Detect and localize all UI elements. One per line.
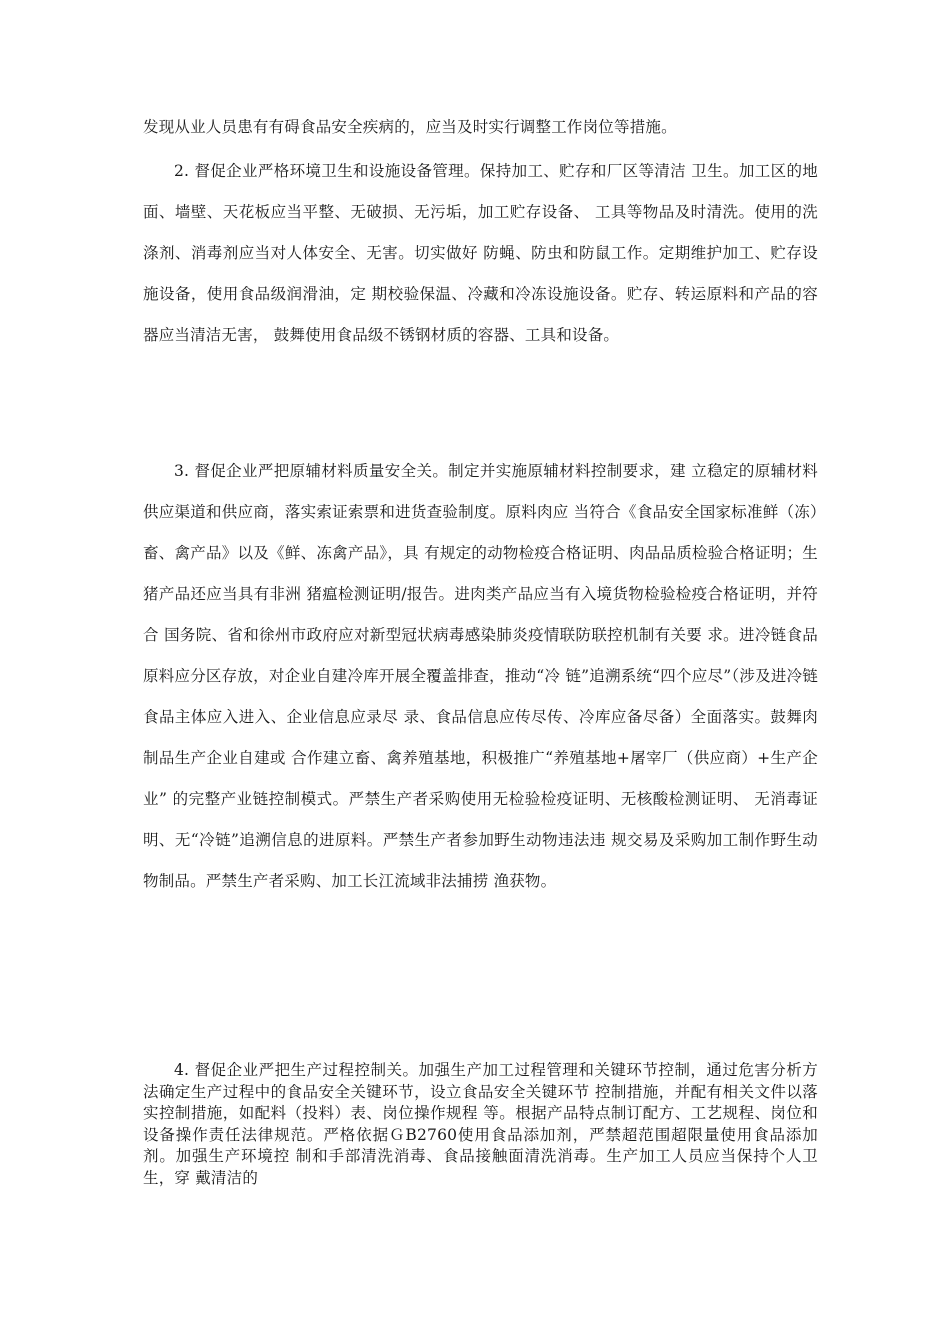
paragraph-raw-materials: 3. 督促企业严把原辅材料质量安全关。制定并实施原辅材料控制要求，建 立稳定的原辅材料供应渠道和供应商，落实索证索票和进货查验制度。原料肉应 当符合《食品安全国家标准鲜（冻）畜、禽产品》以及《鲜、冻禽产品》，具 有规定的动物检疫合格证明、肉品品质检验合格证明；生猪产品还应当具有非洲 猪瘟检测证明/报告。进肉类产品应当有入境货物检验检疫合格证明，并符合 国务院、省和徐州市政府应对新型冠状病毒感染肺炎疫情联防联控机制有关要 求。进冷链食品原料应分区存放，对企业自建冷库开展全覆盖排查，推动“冷 链”追溯系统“四个应尽”（涉及进冷链食品主体应入进入、企业信息应录尽 录、食品信息应传尽传、冷库应备尽备）全面落实。鼓舞肉制品生产企业自建或 合作建立畜、禽养殖基地，积极推广“养殖基地+屠宰厂（供应商）+生产企业” 的完整产业链控制模式。严禁生产者采购使用无检验检疫证明、无核酸检测证明、 无消毒证明、无“冷链”追溯信息的进原料。严禁生产者参加野生动物违法违 规交易及采购加工制作野生动物制品。严禁生产者采购、加工长江流域非法捕捞 渔获物。 <box>143 462 818 890</box>
paragraph-staff-health: 发现从业人员患有有碍食品安全疾病的，应当及时实行调整工作岗位等措施。 <box>143 118 677 136</box>
paragraph-environment-hygiene: 2. 督促企业严格环境卫生和设施设备管理。保持加工、贮存和厂区等清洁 卫生。加工区的地面、墙壁、天花板应当平整、无破损、无污垢，加工贮存设备、 工具等物品及时清洗。使用的洗涤剂、消毒剂应当对人体安全、无害。切实做好 防蝇、防虫和防鼠工作。定期维护加工、贮存设施设备，使用食品级润滑油，定 期校验保温、冷藏和冷冻设施设备。贮存、转运原料和产品的容器应当清洁无害， 鼓舞使用食品级不锈钢材质的容器、工具和设备。 <box>143 162 818 344</box>
paragraph-production-control: 4. 督促企业严把生产过程控制关。加强生产加工过程管理和关键环节控制，通过危害分析方法确定生产过程中的食品安全关键环节，设立食品安全关键环节 控制措施，并配有相关文件以落实控制措施，如配料（投料）表、岗位操作规程 等。根据产品特点制订配方、工艺规程、岗位和设备操作责任法律规范。严格依据ＧB2760使用食品添加剂，严禁超范围超限量使用食品添加剂。加强生产环境控 制和手部清洗消毒、食品接触面清洗消毒。生产加工人员应当保持个人卫生，穿 戴清洁的 <box>143 1061 818 1187</box>
